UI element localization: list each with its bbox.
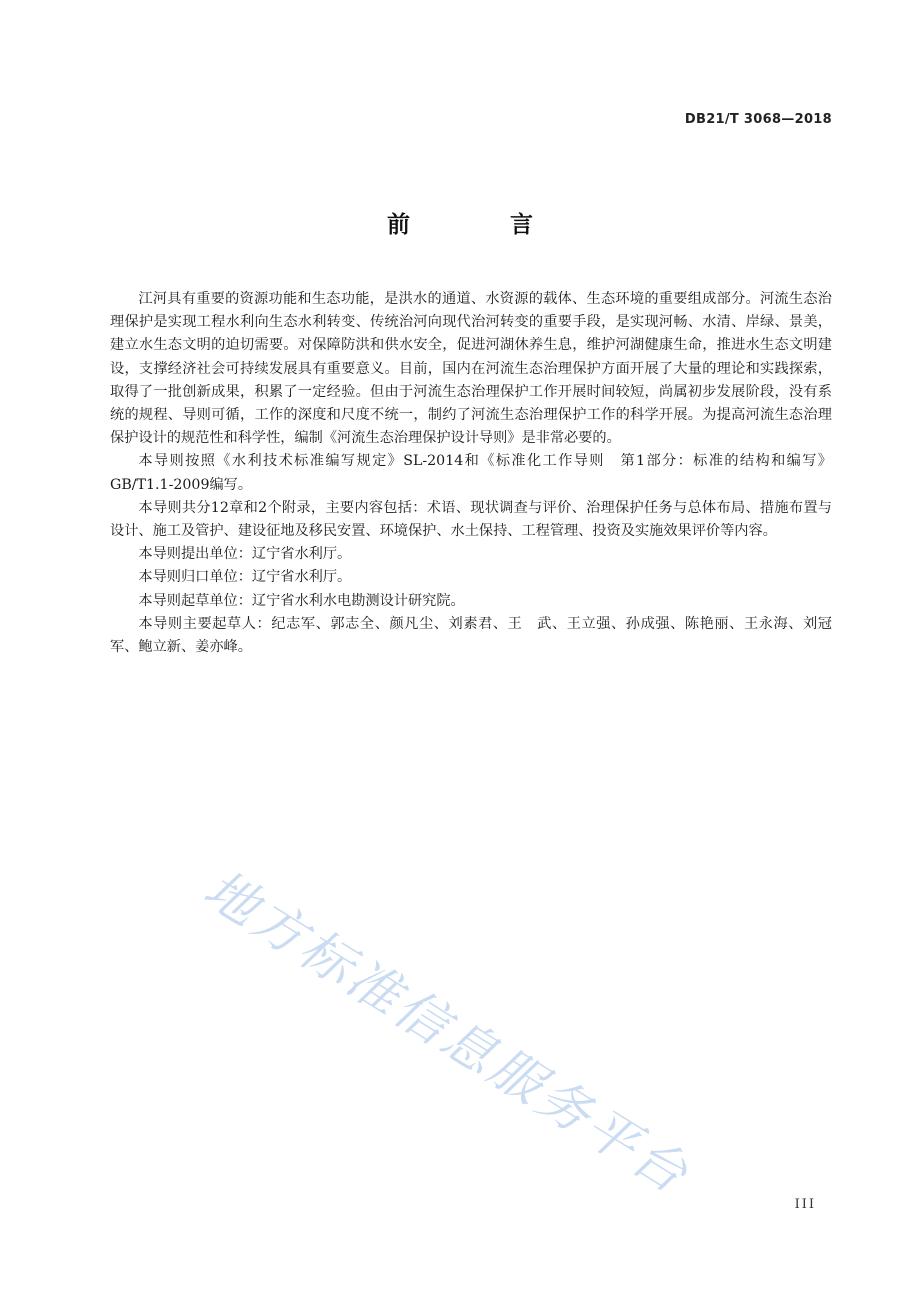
paragraph-administrator: 本导则归口单位：辽宁省水利厅。	[138, 569, 352, 586]
watermark: 地方标准信息服务平台	[193, 859, 701, 1207]
paragraph-drafters: 本导则主要起草人：纪志军、郭志全、颜凡尘、刘素君、王 武、王立强、孙成强、陈艳丽、王永海、刘冠军、鲍立新、姜亦峰。	[110, 615, 832, 656]
paragraph-contents: 本导则共分12章和2个附录，主要内容包括：术语、现状调查与评价、治理保护任务与总体布局、措施布置与设计、施工及管护、建设征地及移民安置、环境保护、水土保持、工程管理、投资及实施效果评价等内容。	[110, 499, 832, 540]
paragraph-proposer: 本导则提出单位：辽宁省水利厅。	[138, 546, 352, 563]
paragraph-drafting-unit: 本导则起草单位：辽宁省水利水电勘测设计研究院。	[138, 592, 465, 609]
document-code: DB21/T 3068—2018	[684, 112, 832, 127]
page-number: III	[794, 1197, 816, 1212]
paragraph-drafting-rules: 本导则按照《水利技术标准编写规定》SL-2014和《标准化工作导则 第1部分：标准的结构和编写》GB/T1.1-2009编写。	[110, 453, 832, 493]
page-title: 前 言	[386, 212, 579, 238]
foreword-body	[110, 288, 832, 659]
paragraph-intro: 江河具有重要的资源功能和生态功能，是洪水的通道、水资源的载体、生态环境的重要组成部分。河流生态治理保护是实现工程水利向生态水利转变、传统治河向现代治河转变的重要手段，是实现河畅、水清、岸绿、景美，建立水生态文明的迫切需要。对保障防洪和供水安全，促进河湖休养生息，维护河湖健康生命，推进水生态文明建设，支撑经济社会可持续发展具有重要意义。目前，国内在河流生态治理保护方面开展了大量的理论和实践探索，取得了一批创新成果，积累了一定经验。但由于河流生态治理保护工作开展时间较短，尚属初步发展阶段，没有系统的规程、导则可循，工作的深度和尺度不统一，制约了河流生态治理保护工作的科学开展。为提高河流生态治理保护设计的规范性和科学性，编制《河流生态治理保护设计导则》是非常必要的。	[110, 291, 832, 447]
